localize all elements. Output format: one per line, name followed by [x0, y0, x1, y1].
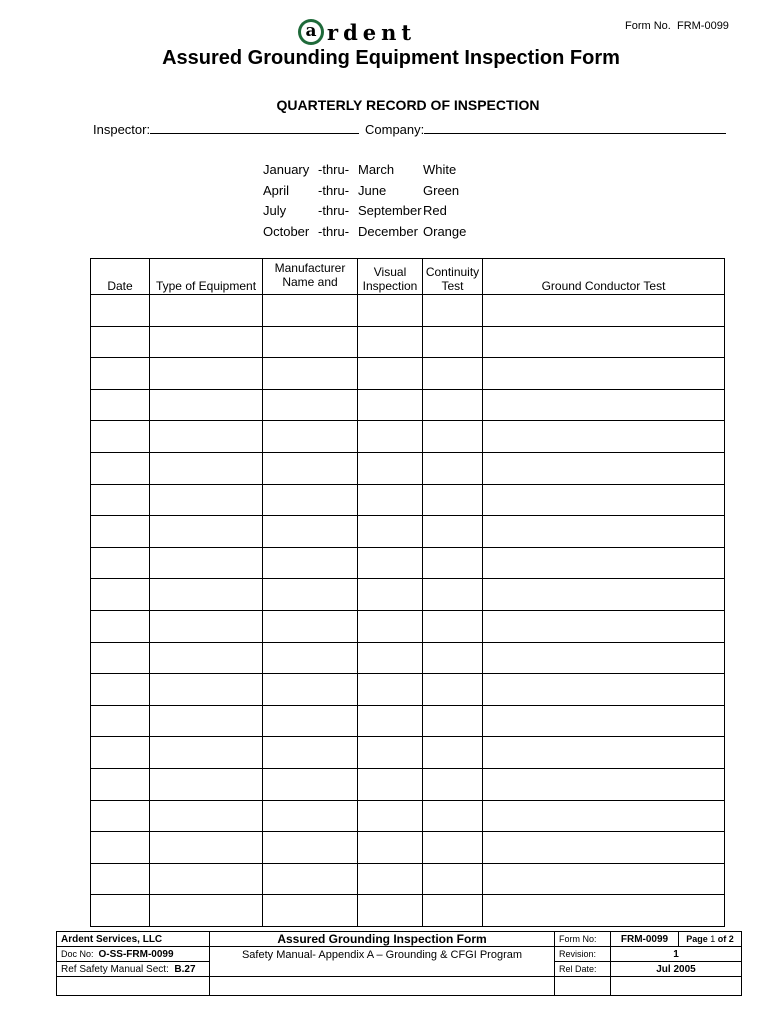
footer-manual: Safety Manual- Appendix A – Grounding & CFGI Program — [210, 947, 555, 977]
table-cell[interactable] — [358, 737, 423, 769]
table-cell[interactable] — [423, 516, 483, 548]
table-cell[interactable] — [483, 610, 725, 642]
table-cell[interactable] — [423, 895, 483, 927]
table-cell[interactable] — [483, 484, 725, 516]
logo-circle-icon: a — [298, 19, 324, 45]
table-cell[interactable] — [150, 737, 263, 769]
table-cell[interactable] — [263, 452, 358, 484]
table-cell[interactable] — [423, 452, 483, 484]
table-row — [91, 389, 725, 421]
company-field[interactable] — [365, 120, 726, 137]
table-cell[interactable] — [483, 421, 725, 453]
table-cell[interactable] — [423, 295, 483, 327]
table-cell[interactable] — [483, 516, 725, 548]
table-cell[interactable] — [423, 800, 483, 832]
table-cell[interactable] — [263, 326, 358, 358]
footer-page: Page 1 of 2 — [679, 932, 742, 947]
table-cell[interactable] — [91, 895, 150, 927]
table-cell[interactable] — [358, 705, 423, 737]
table-cell[interactable] — [150, 642, 263, 674]
document-footer — [56, 931, 742, 996]
section-title: QUARTERLY RECORD OF INSPECTION — [276, 97, 540, 113]
table-row — [91, 674, 725, 706]
table-cell[interactable] — [91, 768, 150, 800]
table-row — [91, 295, 725, 327]
table-cell[interactable] — [483, 295, 725, 327]
company-logo — [298, 17, 416, 47]
table-cell[interactable] — [150, 579, 263, 611]
table-row — [91, 705, 725, 737]
table-cell[interactable] — [483, 832, 725, 864]
quarter-row: April -thru- June Green — [263, 182, 460, 198]
table-cell[interactable] — [423, 358, 483, 390]
inspector-field[interactable] — [93, 120, 359, 137]
table-cell[interactable] — [483, 895, 725, 927]
table-cell[interactable] — [263, 484, 358, 516]
table-cell[interactable] — [358, 674, 423, 706]
footer-form-no-label: Form No: — [555, 932, 611, 947]
table-cell[interactable] — [150, 421, 263, 453]
table-cell[interactable] — [263, 737, 358, 769]
table-cell[interactable] — [263, 358, 358, 390]
table-cell[interactable] — [91, 452, 150, 484]
column-header-visual: Visual Inspection — [358, 259, 423, 295]
table-cell[interactable] — [358, 484, 423, 516]
table-cell[interactable] — [483, 358, 725, 390]
table-cell[interactable] — [263, 674, 358, 706]
table-cell[interactable] — [423, 642, 483, 674]
table-cell[interactable] — [91, 295, 150, 327]
table-cell[interactable] — [423, 674, 483, 706]
table-cell[interactable] — [423, 610, 483, 642]
table-cell[interactable] — [358, 800, 423, 832]
table-cell[interactable] — [423, 737, 483, 769]
table-cell[interactable] — [423, 705, 483, 737]
footer-company: Ardent Services, LLC — [57, 932, 210, 947]
table-cell[interactable] — [263, 768, 358, 800]
footer-blank-cell — [210, 977, 555, 996]
table-cell[interactable] — [91, 579, 150, 611]
column-header-manufacturer: Manufacturer Name and — [263, 259, 358, 295]
company-label: Company: — [365, 122, 425, 137]
table-cell[interactable] — [423, 389, 483, 421]
table-row — [91, 484, 725, 516]
footer-blank-cell — [555, 977, 611, 996]
table-cell[interactable] — [150, 705, 263, 737]
table-cell[interactable] — [150, 610, 263, 642]
table-cell[interactable] — [91, 547, 150, 579]
footer-doc-no: Doc No: O-SS-FRM-0099 — [57, 947, 210, 962]
table-cell[interactable] — [150, 516, 263, 548]
footer-rel-date-value: Jul 2005 — [611, 962, 742, 977]
table-cell[interactable] — [423, 484, 483, 516]
column-header-continuity: Continuity Test — [423, 259, 483, 295]
table-cell[interactable] — [423, 768, 483, 800]
table-row — [91, 895, 725, 927]
table-cell[interactable] — [483, 326, 725, 358]
table-cell[interactable] — [358, 389, 423, 421]
footer-blank-cell — [57, 977, 210, 996]
table-cell[interactable] — [358, 295, 423, 327]
table-cell[interactable] — [358, 579, 423, 611]
table-cell[interactable] — [483, 547, 725, 579]
table-cell[interactable] — [263, 895, 358, 927]
table-row — [91, 421, 725, 453]
table-cell[interactable] — [91, 389, 150, 421]
table-cell[interactable] — [91, 610, 150, 642]
table-row — [91, 358, 725, 390]
table-cell[interactable] — [423, 832, 483, 864]
table-cell[interactable] — [150, 326, 263, 358]
table-cell[interactable] — [483, 579, 725, 611]
footer-ref-section: Ref Safety Manual Sect: B.27 — [57, 962, 210, 977]
footer-rel-date-label: Rel Date: — [555, 962, 611, 977]
table-cell[interactable] — [150, 895, 263, 927]
table-cell[interactable] — [483, 768, 725, 800]
table-cell[interactable] — [150, 452, 263, 484]
footer-revision-value: 1 — [611, 947, 742, 962]
table-row — [91, 326, 725, 358]
table-cell[interactable] — [91, 358, 150, 390]
column-header-type: Type of Equipment — [150, 259, 263, 295]
table-cell[interactable] — [263, 642, 358, 674]
inspection-table — [90, 258, 725, 927]
table-cell[interactable] — [483, 642, 725, 674]
table-cell[interactable] — [91, 484, 150, 516]
table-cell[interactable] — [423, 579, 483, 611]
table-cell[interactable] — [263, 295, 358, 327]
table-cell[interactable] — [358, 642, 423, 674]
table-cell[interactable] — [91, 737, 150, 769]
page-title: Assured Grounding Equipment Inspection Form — [162, 47, 620, 69]
column-header-date: Date — [91, 259, 150, 295]
table-row — [91, 863, 725, 895]
footer-form-title: Assured Grounding Inspection Form — [210, 932, 555, 947]
table-row — [91, 800, 725, 832]
table-row — [91, 642, 725, 674]
table-cell[interactable] — [358, 863, 423, 895]
table-row — [91, 768, 725, 800]
table-cell[interactable] — [91, 674, 150, 706]
table-cell[interactable] — [91, 832, 150, 864]
table-cell[interactable] — [150, 674, 263, 706]
table-cell[interactable] — [423, 863, 483, 895]
table-cell[interactable] — [150, 832, 263, 864]
table-cell[interactable] — [358, 610, 423, 642]
table-cell[interactable] — [91, 421, 150, 453]
table-cell[interactable] — [358, 547, 423, 579]
table-cell[interactable] — [263, 610, 358, 642]
inspector-line[interactable] — [150, 120, 359, 134]
table-row — [91, 832, 725, 864]
table-cell[interactable] — [263, 832, 358, 864]
table-cell[interactable] — [423, 421, 483, 453]
quarter-color-schedule — [263, 160, 466, 242]
table-cell[interactable] — [483, 863, 725, 895]
column-header-ground-conductor: Ground Conductor Test — [483, 259, 725, 295]
table-cell[interactable] — [483, 389, 725, 421]
table-cell[interactable] — [423, 547, 483, 579]
table-cell[interactable] — [358, 516, 423, 548]
table-cell[interactable] — [91, 642, 150, 674]
table-cell[interactable] — [150, 800, 263, 832]
table-cell[interactable] — [358, 768, 423, 800]
table-cell[interactable] — [483, 800, 725, 832]
table-cell[interactable] — [91, 326, 150, 358]
table-cell[interactable] — [91, 863, 150, 895]
footer-revision-label: Revision: — [555, 947, 611, 962]
table-cell[interactable] — [150, 484, 263, 516]
table-cell[interactable] — [263, 800, 358, 832]
table-cell[interactable] — [483, 674, 725, 706]
table-cell[interactable] — [263, 579, 358, 611]
table-cell[interactable] — [483, 705, 725, 737]
table-cell[interactable] — [263, 547, 358, 579]
quarter-row: July -thru- September Red — [263, 203, 447, 218]
table-cell[interactable] — [263, 389, 358, 421]
table-cell[interactable] — [483, 737, 725, 769]
quarter-row: January -thru- March White — [263, 162, 457, 177]
table-header-row — [91, 259, 725, 295]
table-cell[interactable] — [91, 800, 150, 832]
table-cell[interactable] — [358, 421, 423, 453]
table-row — [91, 579, 725, 611]
table-cell[interactable] — [91, 705, 150, 737]
table-cell[interactable] — [358, 326, 423, 358]
footer-form-no-value: FRM-0099 — [611, 932, 679, 947]
table-cell[interactable] — [263, 705, 358, 737]
table-cell[interactable] — [150, 358, 263, 390]
table-row — [91, 737, 725, 769]
table-cell[interactable] — [358, 452, 423, 484]
table-cell[interactable] — [483, 452, 725, 484]
company-line[interactable] — [424, 120, 726, 134]
table-cell[interactable] — [150, 389, 263, 421]
table-cell[interactable] — [150, 547, 263, 579]
table-cell[interactable] — [358, 832, 423, 864]
inspector-label: Inspector: — [93, 122, 151, 137]
table-row — [91, 610, 725, 642]
table-cell[interactable] — [263, 516, 358, 548]
quarter-row: October -thru- December Orange — [263, 223, 467, 239]
logo-text: rdent — [327, 19, 417, 45]
table-cell[interactable] — [423, 326, 483, 358]
table-row — [91, 547, 725, 579]
table-cell[interactable] — [263, 421, 358, 453]
table-row — [91, 516, 725, 548]
table-cell[interactable] — [150, 863, 263, 895]
inspection-rows — [91, 295, 725, 927]
table-cell[interactable] — [91, 516, 150, 548]
table-cell[interactable] — [358, 358, 423, 390]
table-cell[interactable] — [150, 768, 263, 800]
form-number: Form No. FRM-0099 — [625, 20, 729, 32]
table-cell[interactable] — [263, 863, 358, 895]
table-cell[interactable] — [358, 895, 423, 927]
footer-blank-cell — [611, 977, 742, 996]
table-cell[interactable] — [150, 295, 263, 327]
table-row — [91, 452, 725, 484]
